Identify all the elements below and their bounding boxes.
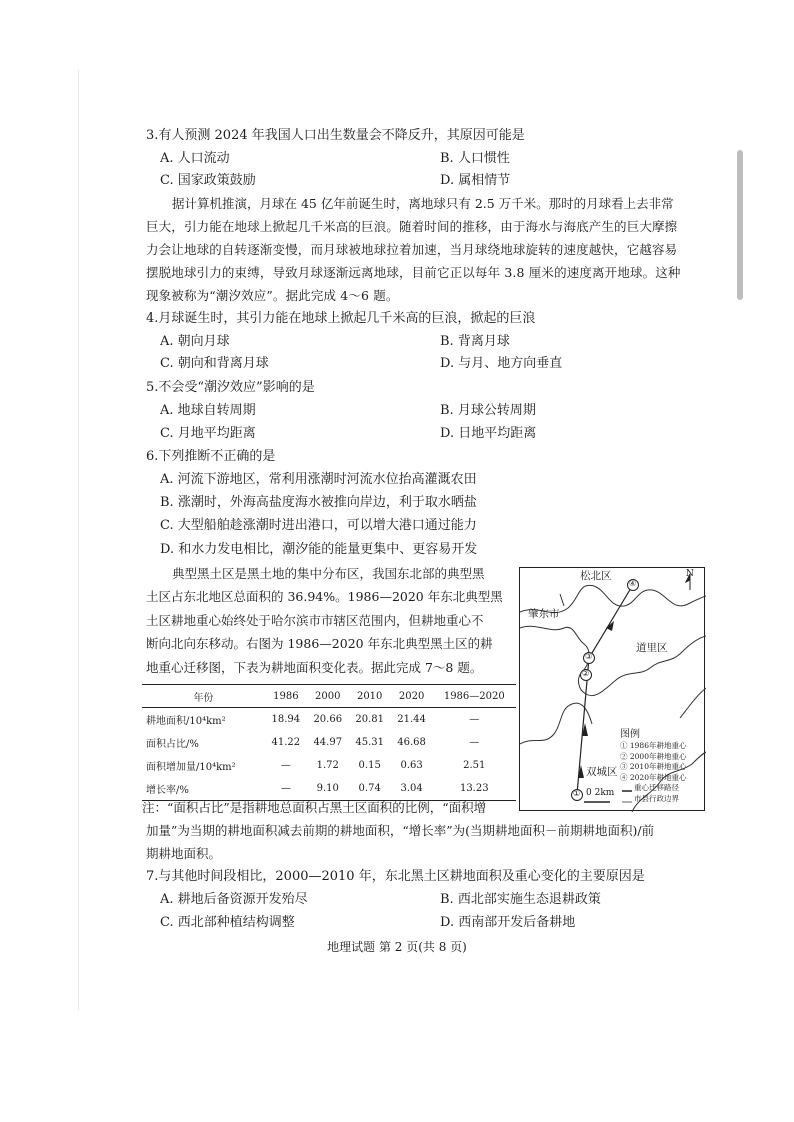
district-boundary — [520, 703, 592, 744]
map-label-shuangcheng: 双城区 — [586, 766, 618, 778]
table-header: 2010 — [349, 685, 391, 708]
q5-option-a: A. 地球自转周期 — [160, 403, 256, 418]
district-boundary — [560, 594, 564, 606]
table-cell: 41.22 — [271, 737, 301, 748]
table-row — [142, 777, 516, 801]
scrollbar-thumb[interactable] — [737, 150, 743, 300]
table-row — [142, 731, 516, 754]
district-boundary — [680, 688, 706, 718]
table-cell: 0.15 — [358, 760, 381, 771]
question-7-stem: 7.与其他时间段相比，2000—2010 年，东北黑土区耕地面积及重心变化的主要原因是 — [146, 869, 645, 884]
table-row — [142, 754, 516, 777]
table-cell: 45.31 — [355, 737, 384, 748]
table-note-line: 注：“面积占比”是指耕地总面积占黑土区面积的比例，“面积增 — [142, 800, 487, 815]
legend-item: 市县行政边界 — [634, 793, 679, 803]
table-header: 年份 — [142, 685, 265, 708]
q6-option-a: A. 河流下游地区，常利用涨潮时河流水位抬高灌溉农田 — [160, 472, 477, 487]
passage-2-line: 地重心迁移图，下表为耕地面积变化表。据此完成 7～8 题。 — [146, 660, 483, 675]
passage-2-line: 土区占东北地区总面积的 36.94%。1986—2020 年东北典型黑 — [146, 589, 503, 604]
cropland-centroid-map — [519, 567, 705, 811]
table-cell: 44.97 — [313, 737, 343, 748]
passage-2-line: 典型黑土区是黑土地的集中分布区，我国东北部的典型黑 — [172, 566, 485, 581]
passage-1-line: 摆脱地球引力的束缚，导致月球逐渐远离地球，目前它正以每年 3.8 厘米的速度离开地球。这种 — [146, 265, 681, 280]
table-header: 2020 — [391, 685, 433, 708]
table-header: 2000 — [307, 685, 349, 708]
river-outline — [520, 626, 706, 695]
table-cell: 面积增加量/10⁴km² — [146, 762, 236, 773]
q4-option-b: B. 背离月球 — [440, 334, 510, 349]
table-cell: 增长率/% — [142, 777, 265, 801]
scale-label: 0 2km — [586, 788, 615, 798]
legend-item: ③ 2010年耕地重心 — [620, 762, 687, 771]
table-cell: — — [280, 760, 291, 771]
q6-option-b: B. 涨潮时，外海高盐度海水被推向岸边，利于取水晒盐 — [160, 495, 477, 510]
question-5-stem: 5.不会受“潮汐效应”影响的是 — [146, 380, 315, 395]
q3-option-d: D. 属相情节 — [440, 173, 511, 188]
question-4-stem: 4.月球诞生时，其引力能在地球上掀起几千米高的巨浪，掀起的巨浪 — [146, 311, 536, 326]
map-legend — [620, 728, 686, 804]
q4-option-d: D. 与月、地方向垂直 — [440, 356, 563, 371]
passage-2-line: 断向北向东移动。右图为 1986—2020 年东北典型黑土区的耕 — [146, 636, 493, 651]
table-cell: 2.51 — [463, 760, 486, 771]
cropland-area-table — [142, 684, 516, 801]
passage-1-line: 现象被称为“潮汐效应”。据此完成 4～6 题。 — [146, 288, 399, 303]
table-cell: 20.81 — [355, 714, 384, 725]
q3-option-b: B. 人口惯性 — [440, 151, 510, 166]
q6-option-c: C. 大型船舶趁涨潮时进出港口，可以增大港口通过能力 — [160, 518, 477, 533]
table-cell: 1.72 — [316, 760, 339, 771]
table-cell: 耕地面积/10⁴km² — [146, 716, 226, 727]
table-cell: 46.68 — [397, 737, 426, 748]
north-label: N — [686, 569, 694, 579]
table-cell: 3.04 — [391, 777, 433, 801]
map-label-zhaodong: 肇东市 — [528, 608, 560, 620]
q7-option-b: B. 西北部实施生态退耕政策 — [440, 892, 601, 907]
q7-option-d: D. 西南部开发后备耕地 — [440, 915, 576, 930]
q5-option-c: C. 月地平均距离 — [160, 426, 256, 441]
table-cell: 18.94 — [271, 714, 301, 725]
q7-option-c: C. 西北部种植结构调整 — [160, 915, 295, 930]
centroid-2000-label: ② — [582, 669, 590, 678]
left-margin-line — [78, 70, 79, 1010]
table-row — [142, 708, 516, 732]
table-cell: 9.10 — [307, 777, 349, 801]
map-label-daoli: 道里区 — [636, 642, 668, 654]
page-footer: 地理试题 第 2 页(共 8 页) — [327, 940, 467, 954]
passage-1-line: 巨大，引力能在地球上掀起几千米高的巨浪。随着时间的推移，由于海水与海底产生的巨大摩擦 — [146, 219, 678, 234]
passage-1-line: 力会让地球的自转逐渐变慢，而月球被地球拉着加速，当月球绕地球旋转的速度越快，它越容易 — [146, 242, 678, 257]
q5-option-d: D. 日地平均距离 — [440, 426, 537, 441]
table-note-line: 加量”为当期的耕地面积减去前期的耕地面积，“增长率”为(当期耕地面积－前期耕地面积)/前 — [146, 823, 655, 838]
legend-item: ② 2000年耕地重心 — [620, 751, 687, 761]
table-cell: 0.63 — [400, 760, 423, 771]
passage-1-line: 据计算机推演，月球在 45 亿年前诞生时，离地球只有 2.5 万千米。那时的月球看上去非常 — [172, 196, 674, 211]
q5-option-b: B. 月球公转周期 — [440, 403, 536, 418]
table-header-row — [142, 685, 516, 708]
legend-item: ① 1986年耕地重心 — [620, 741, 687, 750]
map-label-songbei: 松北区 — [580, 570, 612, 582]
table-cell: — — [265, 777, 307, 801]
q4-option-c: C. 朝向和背离月球 — [160, 356, 269, 371]
centroid-2010-label: ③ — [585, 652, 593, 661]
table-cell: — — [469, 714, 480, 725]
legend-item: 重心迁移路径 — [634, 783, 679, 792]
table-cell: — — [469, 737, 480, 748]
q7-option-a: A. 耕地后备资源开发殆尽 — [160, 892, 308, 907]
question-6-stem: 6.下列推断不正确的是 — [146, 449, 276, 464]
table-header: 1986 — [265, 685, 307, 708]
table-cell: 0.74 — [349, 777, 391, 801]
table-cell: 面积占比/% — [146, 739, 199, 750]
q4-option-a: A. 朝向月球 — [160, 334, 230, 349]
legend-title: 图例 — [620, 729, 640, 740]
table-cell: 20.66 — [313, 714, 343, 725]
q3-option-c: C. 国家政策鼓励 — [160, 173, 256, 188]
passage-2-line: 土区耕地重心始终处于哈尔滨市市辖区范围内，但耕地重心不 — [146, 613, 484, 628]
q3-option-a: A. 人口流动 — [160, 151, 230, 166]
legend-item: ④ 2020年耕地重心 — [620, 772, 687, 782]
centroid-2020-label: ④ — [629, 579, 637, 588]
table-cell: 13.23 — [433, 777, 516, 801]
q6-option-d: D. 和水力发电相比，潮汐能的能量更集中、更容易开发 — [160, 542, 478, 557]
centroid-1986-label: ① — [573, 789, 581, 798]
table-cell: 21.44 — [397, 714, 426, 725]
table-header: 1986—2020 — [433, 685, 516, 708]
question-3-stem: 3.有人预测 2024 年我国人口出生数量会不降反升，其原因可能是 — [146, 128, 525, 143]
table-note-line: 期耕地面积。 — [146, 846, 222, 861]
